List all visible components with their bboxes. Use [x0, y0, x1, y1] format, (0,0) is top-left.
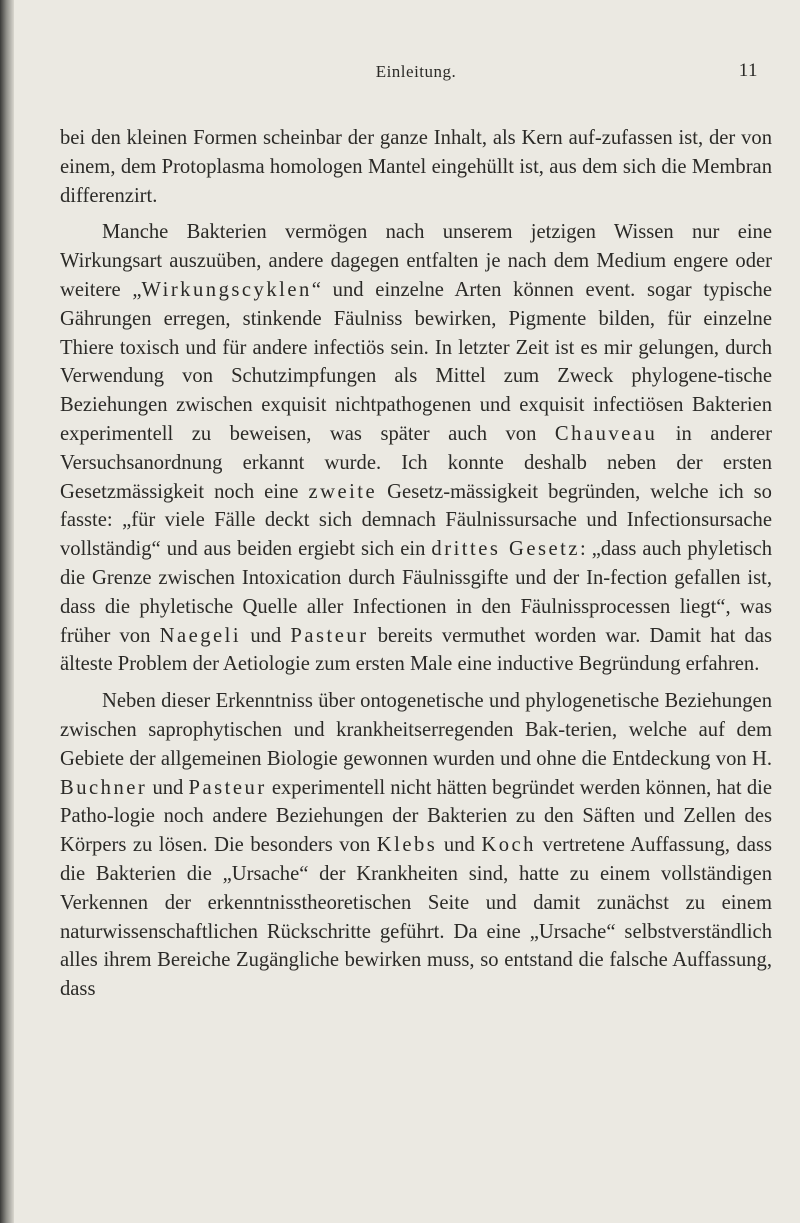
author-name: Chauveau — [554, 422, 658, 445]
author-name: Klebs — [376, 834, 438, 857]
running-title: Einleitung. — [375, 62, 457, 81]
text-segment: und — [147, 776, 189, 799]
text-segment: Gesetz-mässigkeit begründen, welche ich so fasste: „für viele Fälle deckt sich demnach Fäulnissursache und Infectionsursache vollständig“ und aus beiden ergiebt sich ein — [60, 480, 772, 561]
text-segment: und — [241, 624, 291, 647]
text-segment: experimentell nicht hätten begründet werden können, hat die Patho-logie noch andere Beziehungen der Bakterien zu den Säften und Zellen des Körpers zu lösen. Die besonders von — [60, 776, 772, 857]
spaced-term: drittes Gesetz — [431, 538, 580, 561]
author-name: Pasteur — [188, 776, 267, 799]
text-segment: bereits vermuthet worden war. Damit hat das älteste Problem der Aetiologie zum ersten Male eine inductive Begründung erfahren. — [60, 624, 773, 676]
spaced-term: Wirkungscyklen — [141, 278, 312, 301]
text-segment: in anderer Versuchsanordnung erkannt wurde. Ich konnte deshalb neben der ersten Gesetzmässigkeit noch eine — [60, 422, 772, 503]
text-segment: vertretene Auffassung, dass die Bakterien die „Ursache“ der Krankheiten sind, hatte zu einem vollständigen Verkennen der erkenntnisstheoretischen Seite und damit zunächst zu einem naturwissenschaftlichen Rückschritte geführt. Da eine „Ursache“ selbstverständlich alles ihrem Bereiche Zugängliche bewirken muss, so entstand die falsche Auffassung, dass — [60, 834, 773, 1001]
text-segment: bei den kleinen Formen scheinbar der ganze Inhalt, als Kern auf-zufassen ist, der von einem, dem Protoplasma homologen Mantel eingehüllt ist, aus dem sich die Membran differenzirt. — [60, 127, 772, 207]
body-text — [60, 124, 772, 1004]
paragraph-1 — [60, 124, 772, 210]
paragraph-3 — [60, 687, 772, 1004]
book-page — [60, 40, 772, 1004]
author-name: Pasteur — [290, 624, 369, 647]
author-name: Buchner — [60, 776, 148, 799]
paragraph-2 — [60, 218, 772, 679]
text-segment: : „dass auch phyletisch die Grenze zwischen Intoxication durch Fäulnissgifte und der In-fection gefallen ist, dass die phyletische Quelle aller Infectionen in den Fäulnissprocessen liegt“, was früher von — [60, 538, 772, 647]
text-segment: Neben dieser Erkenntniss über ontogenetische und phylogenetische Beziehungen zwischen saprophytischen und krankheitserregenden Bak-terien, welche auf dem Gebiete der allgemeinen Biologie gewonnen wurden und ohne die Entdeckung von H. — [60, 690, 772, 770]
page-number: 11 — [738, 60, 758, 81]
text-segment: “ und einzelne Arten können event. sogar typische Gährungen erregen, stinkende Fäulniss bewirken, Pigmente bilden, für einzelne Thiere toxisch und für andere infectiös sein. In letzter Zeit ist es mir gelungen, durch Verwendung von Schutzimpfungen als Mittel zum Zweck phylogene-tische Beziehungen zwischen exquisit nichtpathogenen und exquisit infectiösen Bakterien experimentell zu beweisen, was später auch von — [60, 278, 772, 445]
book-binding-edge — [0, 0, 14, 1223]
text-segment: Manche Bakterien vermögen nach unserem jetzigen Wissen nur eine Wirkungsart auszuüben, andere dagegen entfalten je nach dem Medium engere oder weitere „ — [60, 221, 772, 301]
author-name: Koch — [481, 834, 536, 857]
running-header — [60, 40, 772, 81]
spaced-term: zweite — [308, 480, 378, 503]
author-name: Naegeli — [159, 624, 242, 647]
text-segment: und — [437, 834, 482, 857]
